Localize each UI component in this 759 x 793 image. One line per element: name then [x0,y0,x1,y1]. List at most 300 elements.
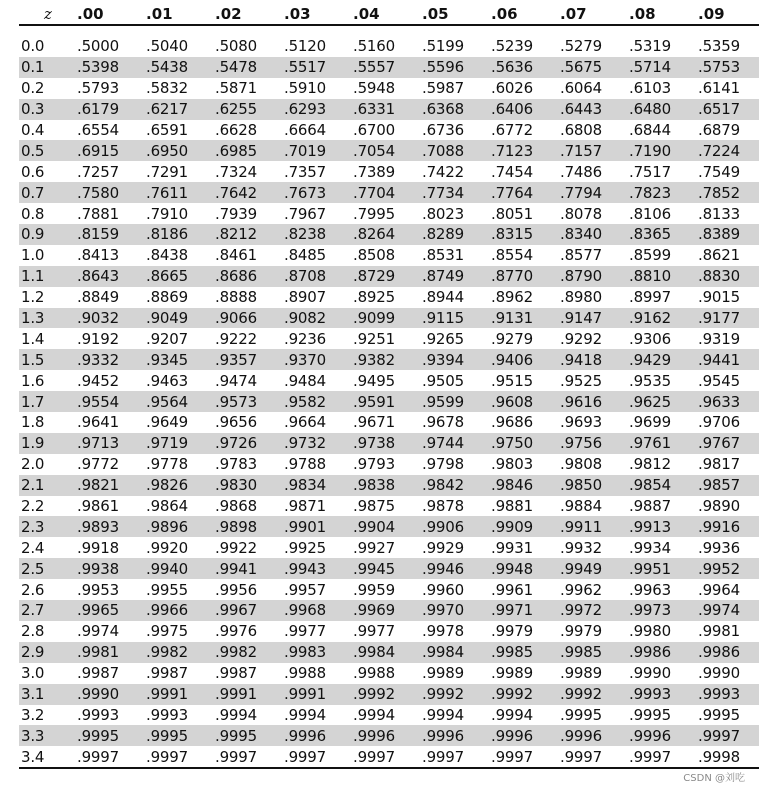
probability-cell: .9875 [353,497,395,516]
z-value-cell: 2.4 [21,538,45,557]
probability-cell: .9756 [560,433,629,454]
probability-cell: .9997 [491,746,560,768]
probability-cell: .6772 [491,121,533,139]
probability-cell: .9641 [77,413,119,432]
probability-cell: .9960 [422,580,464,599]
probability-cell: .9989 [422,664,464,683]
table-row [19,182,759,203]
probability-cell: .7054 [353,140,422,161]
probability-cell: .9938 [77,558,146,579]
probability-cell: .9976 [215,622,257,641]
probability-cell: .7734 [422,182,491,203]
probability-cell: .9965 [77,600,146,621]
probability-cell: .6879 [698,121,740,139]
z-value-cell: 0.7 [19,182,77,203]
probability-cell: .6700 [353,121,395,139]
probability-cell: .9887 [629,497,671,516]
probability-cell: .9842 [422,475,491,496]
probability-cell: .7673 [284,182,353,203]
probability-cell: .6628 [215,121,257,139]
table-row [19,391,759,412]
table-row [19,266,759,287]
probability-cell: .9345 [146,349,215,370]
probability-cell: .9884 [560,497,602,516]
probability-cell: .9996 [353,725,422,746]
probability-cell: .9969 [353,600,422,621]
probability-cell: .9817 [698,455,740,474]
z-value-cell: 2.5 [19,558,77,579]
probability-cell: .9699 [629,413,671,432]
probability-cell: .9988 [284,664,326,683]
probability-cell: .8508 [353,246,395,265]
probability-cell: .5871 [215,79,257,98]
probability-cell: .9997 [77,746,146,768]
probability-cell: .8686 [215,266,284,287]
probability-cell: .9868 [215,497,257,516]
probability-cell: .9798 [422,455,464,474]
probability-cell: .9693 [560,413,602,432]
probability-cell: .8729 [353,266,422,287]
probability-cell: .9978 [422,622,464,641]
probability-cell: .9162 [629,308,698,329]
probability-cell: .9967 [215,600,284,621]
z-value-cell: 3.2 [21,705,45,724]
probability-cell: .9750 [491,433,560,454]
probability-cell: .9993 [698,684,759,705]
probability-cell: .9582 [284,391,353,412]
table-row [19,203,759,224]
probability-cell: .9991 [215,684,284,705]
z-table [19,4,759,769]
probability-cell: .9995 [215,725,284,746]
probability-cell: .9738 [353,433,422,454]
probability-cell: .6664 [284,121,326,139]
probability-cell: .9952 [698,558,759,579]
probability-cell: .7995 [353,204,395,223]
probability-cell: .8869 [146,288,188,307]
table-row [19,454,759,475]
probability-cell: .8238 [284,224,353,245]
table-row [19,642,759,663]
probability-cell: .9946 [422,558,491,579]
column-header: .06 [491,5,518,23]
probability-cell: .6554 [77,121,119,139]
probability-cell: .9981 [698,622,740,641]
probability-cell: .6808 [560,121,602,139]
probability-cell: .7642 [215,182,284,203]
probability-cell: .5636 [491,57,560,78]
probability-cell: .5910 [284,79,326,98]
probability-cell: .5319 [629,37,671,56]
probability-cell: .6443 [560,99,629,120]
probability-cell: .6950 [146,140,215,161]
probability-cell: .6103 [629,79,671,98]
probability-cell: .9564 [146,391,215,412]
table-row [19,140,759,161]
z-value-cell: 2.3 [19,516,77,537]
table-header [19,4,759,25]
probability-cell: .8962 [491,288,533,307]
probability-cell: .9452 [77,371,119,390]
table-row [19,433,759,454]
probability-cell: .8186 [146,224,215,245]
probability-cell: .9633 [698,391,759,412]
z-value-cell: 2.8 [21,622,45,641]
column-header: .09 [698,5,725,23]
probability-cell: .9893 [77,516,146,537]
probability-cell: .9974 [698,600,759,621]
table-row [19,78,759,99]
probability-cell: .9032 [77,308,146,329]
probability-cell: .6064 [560,79,602,98]
probability-cell: .8980 [560,288,602,307]
probability-cell: .9997 [629,746,698,768]
probability-cell: .9370 [284,349,353,370]
probability-cell: .9973 [629,600,698,621]
probability-cell: .9236 [284,329,326,348]
probability-cell: .9678 [422,413,464,432]
probability-cell: .9082 [284,308,353,329]
probability-cell: .5160 [353,37,395,56]
table-row [19,36,759,57]
column-header: .05 [422,5,449,23]
probability-cell: .5517 [284,57,353,78]
probability-cell: .9961 [491,580,533,599]
probability-cell: .8461 [215,246,257,265]
probability-cell: .9788 [284,455,326,474]
probability-cell: .9616 [560,391,629,412]
probability-cell: .9996 [284,725,353,746]
probability-cell: .7019 [284,140,353,161]
probability-cell: .9812 [629,455,671,474]
probability-cell: .5040 [146,37,188,56]
probability-cell: .9147 [560,308,629,329]
probability-cell: .9474 [215,371,257,390]
probability-cell: .9949 [560,558,629,579]
probability-cell: .9418 [560,349,629,370]
probability-cell: .5199 [422,37,464,56]
probability-cell: .7224 [698,140,759,161]
probability-cell: .7422 [422,162,464,181]
probability-cell: .7939 [215,204,257,223]
table-row [19,621,759,642]
probability-cell: .7764 [491,182,560,203]
probability-cell: .9803 [491,455,533,474]
probability-cell: .5398 [77,57,146,78]
table-row [19,57,759,78]
z-value-cell: 1.9 [19,433,77,454]
z-value-cell: 0.6 [21,162,45,181]
z-value-cell: 0.2 [21,79,45,98]
probability-cell: .9406 [491,349,560,370]
probability-cell: .9981 [77,642,146,663]
z-value-cell: 1.6 [21,371,45,390]
table-row [19,663,759,684]
probability-cell: .9686 [491,413,533,432]
probability-cell: .9394 [422,349,491,370]
column-header: .08 [629,5,656,23]
probability-cell: .9382 [353,349,422,370]
probability-cell: .9951 [629,558,698,579]
probability-cell: .6985 [215,140,284,161]
probability-cell: .8078 [560,204,602,223]
probability-cell: .9959 [353,580,395,599]
table-row [19,412,759,433]
probability-cell: .9834 [284,475,353,496]
probability-cell: .9932 [560,538,602,557]
probability-cell: .8106 [629,204,671,223]
probability-cell: .9864 [146,497,188,516]
z-value-cell: 1.7 [19,391,77,412]
probability-cell: .9982 [146,642,215,663]
probability-cell: .9878 [422,497,464,516]
table-row [19,224,759,245]
probability-cell: .5279 [560,37,602,56]
probability-cell: .9279 [491,329,533,348]
probability-cell: .9997 [146,746,215,768]
z-value-cell: 1.8 [21,413,45,432]
table-row [19,496,759,517]
probability-cell: .9995 [629,705,671,724]
probability-cell: .8997 [629,288,671,307]
probability-cell: .6368 [422,99,491,120]
probability-cell: .5438 [146,57,215,78]
probability-cell: .9015 [698,288,740,307]
probability-cell: .8485 [284,246,326,265]
probability-cell: .9992 [422,684,491,705]
column-header: .07 [560,5,587,23]
z-value-cell: 0.8 [21,204,45,223]
probability-cell: .9525 [560,371,602,390]
probability-cell: .9911 [560,516,629,537]
probability-cell: .9994 [353,705,395,724]
column-header: .02 [215,5,242,23]
probability-cell: .9049 [146,308,215,329]
probability-cell: .9251 [353,329,395,348]
z-value-cell: 1.4 [21,329,45,348]
probability-cell: .9265 [422,329,464,348]
probability-cell: .6255 [215,99,284,120]
probability-cell: .9991 [146,684,215,705]
table-row [19,161,759,182]
probability-cell: .8264 [353,224,422,245]
probability-cell: .9732 [284,433,353,454]
probability-cell: .9987 [77,664,119,683]
z-value-cell: 2.0 [21,455,45,474]
probability-cell: .9207 [146,329,188,348]
z-value-cell: 3.0 [21,664,45,683]
probability-cell: .6591 [146,121,188,139]
probability-cell: .5753 [698,57,759,78]
column-header: .00 [77,5,104,23]
probability-cell: .9913 [629,516,698,537]
probability-cell: .7794 [560,182,629,203]
probability-cell: .8531 [422,246,464,265]
probability-cell: .7580 [77,182,146,203]
probability-cell: .9992 [491,684,560,705]
probability-cell: .9994 [422,705,464,724]
probability-cell: .9990 [77,684,146,705]
column-header: .01 [146,5,173,23]
z-value-cell: 2.1 [19,475,77,496]
probability-cell: .5948 [353,79,395,98]
probability-cell: .9990 [698,664,740,683]
z-value-cell: 1.5 [19,349,77,370]
probability-cell: .9649 [146,413,188,432]
probability-cell: .9997 [215,746,284,768]
probability-cell: .9996 [560,725,629,746]
probability-cell: .9821 [77,475,146,496]
probability-cell: .9994 [284,705,326,724]
probability-cell: .9671 [353,413,395,432]
probability-cell: .9920 [146,538,188,557]
table-body [19,25,759,768]
probability-cell: .9936 [698,538,740,557]
z-value-cell: 0.4 [21,121,45,139]
probability-cell: .9983 [284,642,353,663]
probability-cell: .9980 [629,622,671,641]
probability-cell: .9943 [284,558,353,579]
probability-cell: .9993 [629,684,698,705]
probability-cell: .6141 [698,79,740,98]
probability-cell: .6179 [77,99,146,120]
probability-cell: .8665 [146,266,215,287]
probability-cell: .9515 [491,371,533,390]
probability-cell: .7486 [560,162,602,181]
z-value-cell: 2.7 [19,600,77,621]
table-row [19,516,759,537]
z-column-header: z [44,5,52,23]
probability-cell: .7454 [491,162,533,181]
probability-cell: .9971 [491,600,560,621]
probability-cell: .9922 [215,538,257,557]
probability-cell: .9625 [629,391,698,412]
probability-cell: .7852 [698,182,759,203]
probability-cell: .9846 [491,475,560,496]
probability-cell: .9826 [146,475,215,496]
probability-cell: .8577 [560,246,602,265]
probability-cell: .9429 [629,349,698,370]
z-value-cell: 2.9 [19,642,77,663]
probability-cell: .9772 [77,455,119,474]
table-row [19,287,759,308]
probability-cell: .9996 [491,725,560,746]
probability-cell: .9909 [491,516,560,537]
probability-cell: .9997 [422,746,491,768]
probability-cell: .9982 [215,642,284,663]
probability-cell: .9997 [698,725,759,746]
probability-cell: .9985 [491,642,560,663]
probability-cell: .7910 [146,204,188,223]
probability-cell: .7190 [629,140,698,161]
table-row [19,705,759,726]
probability-cell: .7257 [77,162,119,181]
probability-cell: .5987 [422,79,464,98]
probability-cell: .9945 [353,558,422,579]
table-row [19,349,759,370]
probability-cell: .9535 [629,371,671,390]
probability-cell: .9906 [422,516,491,537]
probability-cell: .5793 [77,79,119,98]
probability-cell: .9987 [215,664,257,683]
table-row [19,328,759,349]
probability-cell: .9997 [560,746,629,768]
header-spacer [19,25,759,36]
probability-cell: .7823 [629,182,698,203]
probability-cell: .8944 [422,288,464,307]
probability-cell: .8708 [284,266,353,287]
probability-cell: .8621 [698,246,740,265]
probability-cell: .9984 [353,642,422,663]
probability-cell: .7549 [698,162,740,181]
probability-cell: .9484 [284,371,326,390]
probability-cell: .7357 [284,162,326,181]
table-row [19,308,759,329]
z-value-cell: 3.4 [19,746,77,768]
probability-cell: .9968 [284,600,353,621]
table-row [19,684,759,705]
z-value-cell: 3.1 [19,684,77,705]
probability-cell: .9986 [629,642,698,663]
probability-cell: .9931 [491,538,533,557]
probability-cell: .9941 [215,558,284,579]
probability-cell: .9975 [146,622,188,641]
probability-cell: .9573 [215,391,284,412]
probability-cell: .8830 [698,266,759,287]
probability-cell: .9988 [353,664,395,683]
z-value-cell: 2.6 [21,580,45,599]
table-row [19,537,759,558]
probability-cell: .6517 [698,99,759,120]
probability-cell: .9964 [698,580,740,599]
probability-cell: .9767 [698,433,759,454]
probability-cell: .9987 [146,664,188,683]
probability-cell: .9292 [560,329,602,348]
probability-cell: .9955 [146,580,188,599]
probability-cell: .9934 [629,538,671,557]
probability-cell: .9989 [491,664,533,683]
probability-cell: .9995 [560,705,602,724]
probability-cell: .9131 [491,308,560,329]
probability-cell: .9997 [353,746,422,768]
probability-cell: .6406 [491,99,560,120]
column-header: .04 [353,5,380,23]
table-row [19,725,759,746]
probability-cell: .8643 [77,266,146,287]
z-value-cell: 1.0 [21,246,45,265]
probability-cell: .9998 [698,746,759,768]
z-value-cell: 1.1 [19,266,77,287]
probability-cell: .9554 [77,391,146,412]
watermark: CSDN @刘吃 [683,773,745,784]
probability-cell: .9994 [491,705,533,724]
probability-cell: .8315 [491,224,560,245]
probability-cell: .8554 [491,246,533,265]
probability-cell: .5832 [146,79,188,98]
probability-cell: .5239 [491,37,533,56]
probability-cell: .8340 [560,224,629,245]
probability-cell: .6217 [146,99,215,120]
probability-cell: .8133 [698,204,740,223]
table-row [19,600,759,621]
probability-cell: .9927 [353,538,395,557]
probability-cell: .7088 [422,140,491,161]
probability-cell: .6026 [491,79,533,98]
probability-cell: .9963 [629,580,671,599]
probability-cell: .6736 [422,121,464,139]
probability-cell: .9656 [215,413,257,432]
probability-cell: .6293 [284,99,353,120]
